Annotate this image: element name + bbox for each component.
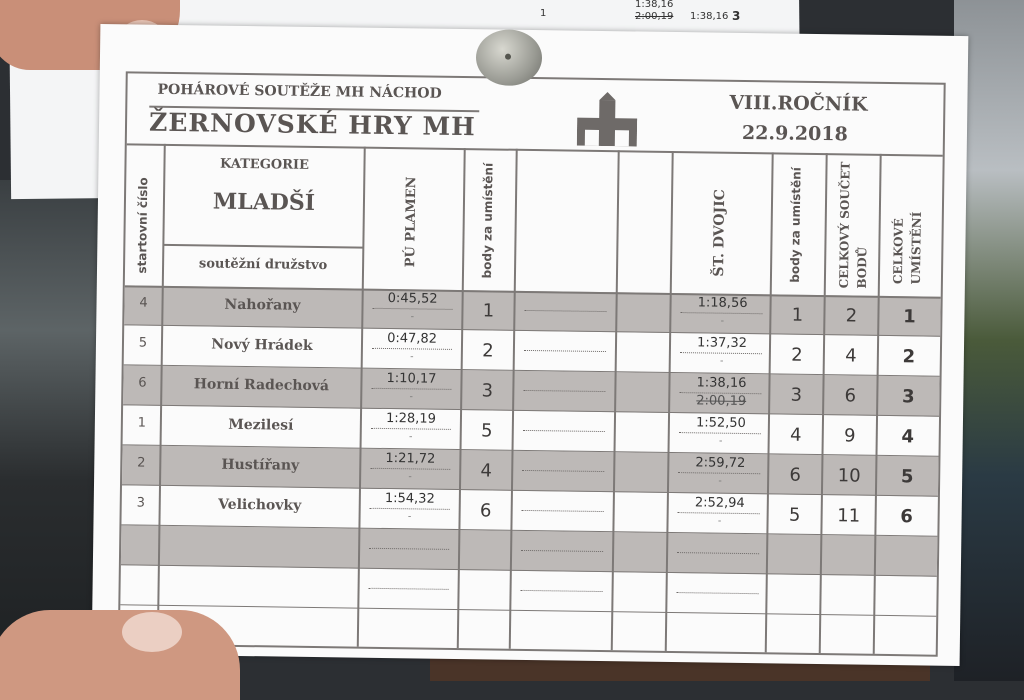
series-title: POHÁROVÉ SOUTĚŽE MH NÁCHOD — [157, 82, 441, 102]
back-sheet-time: 1:38,16 — [635, 0, 673, 10]
team-name: Mezilesí — [161, 416, 361, 435]
empty-entry: - — [367, 311, 457, 323]
entry-line — [524, 350, 606, 352]
fire-attack-points: 3 — [461, 380, 513, 402]
empty-entry: - — [677, 355, 767, 367]
relay-time: 1:52,50 — [676, 415, 766, 431]
points-header-1: body za umístění — [480, 163, 496, 279]
category-label: KATEGORIE — [164, 156, 364, 174]
final-place: 4 — [877, 426, 939, 448]
total-points: 10 — [822, 465, 876, 487]
fire-attack-points: 4 — [460, 460, 512, 482]
row-divider — [120, 604, 936, 616]
entry-line — [372, 348, 452, 350]
total-points-header: CELKOVÝ SOUČET BODŮ — [835, 138, 873, 288]
team-name: Horní Radechová — [161, 376, 361, 395]
entry-line — [521, 590, 603, 592]
fire-attack-time: 1:28,19 — [366, 411, 456, 427]
relay-time: 1:18,56 — [678, 295, 768, 311]
relay-time: 1:37,32 — [677, 335, 767, 351]
entry-line — [370, 508, 450, 510]
back-sheet-order: 1 — [540, 8, 546, 19]
team-name: Velichovky — [160, 496, 360, 515]
category-value: MLADŠÍ — [164, 188, 364, 217]
back-sheet-results — [520, 0, 750, 34]
fire-attack-time: 1:54,32 — [365, 491, 455, 507]
empty-entry: - — [677, 315, 767, 327]
relay-points: 5 — [768, 504, 822, 526]
empty-entry: - — [674, 515, 764, 527]
empty-entry: - — [365, 511, 455, 523]
team-name: Hustířany — [160, 456, 360, 475]
start-number: 1 — [123, 415, 161, 431]
back-sheet-place: 3 — [732, 9, 740, 23]
empty-entry: - — [367, 351, 457, 363]
total-points: 11 — [822, 505, 876, 527]
year-label: VIII.ROČNÍK — [729, 92, 868, 116]
final-place: 5 — [876, 466, 938, 488]
relay-points: 4 — [769, 424, 823, 446]
relay-points: 6 — [768, 464, 822, 486]
fire-attack-time: 1:10,17 — [366, 371, 456, 387]
relay-points: 2 — [770, 344, 824, 366]
entry-line — [678, 512, 760, 514]
start-number-header: startovní číslo — [135, 177, 150, 273]
start-number: 5 — [124, 335, 162, 351]
fire-attack-points: 6 — [460, 500, 512, 522]
total-points: 6 — [823, 385, 877, 407]
relay-time: 2:52,94 — [675, 495, 765, 511]
start-number: 2 — [122, 455, 160, 471]
results-table — [118, 71, 946, 656]
relay-points: 3 — [769, 384, 823, 406]
final-place-header: CELKOVÉ UMÍSTĚNÍ — [889, 164, 927, 284]
fire-attack-points: 1 — [462, 300, 514, 322]
fire-attack-header: PÚ PLAMEN — [403, 176, 419, 267]
fire-attack-time: 0:47,82 — [367, 331, 457, 347]
empty-entry: - — [366, 391, 456, 403]
relay-time-struck: 2:00,19 — [676, 393, 766, 409]
final-place: 6 — [875, 506, 937, 528]
final-place: 2 — [878, 346, 940, 368]
fire-attack-points: 2 — [462, 340, 514, 362]
event-title: ŽERNOVSKÉ HRY MH — [149, 108, 476, 142]
castle-logo — [577, 92, 638, 147]
start-number: 6 — [123, 375, 161, 391]
empty-entry: - — [675, 475, 765, 487]
team-header: soutěžní družstvo — [163, 256, 363, 274]
event-date: 22.9.2018 — [742, 122, 848, 145]
relay-time: 2:59,72 — [675, 455, 765, 471]
fire-attack-time: 1:21,72 — [365, 451, 455, 467]
total-points: 9 — [823, 425, 877, 447]
team-name: Nahořany — [162, 296, 362, 315]
thumbnail-bottom — [122, 612, 182, 652]
category-divider — [163, 244, 363, 249]
total-points: 4 — [824, 345, 878, 367]
entry-line — [523, 430, 605, 432]
start-number: 4 — [124, 295, 162, 311]
relay-header: ŠT. DVOJIC — [711, 189, 728, 277]
final-place: 1 — [878, 306, 940, 328]
start-number: 3 — [122, 495, 160, 511]
pushpin-center — [505, 54, 511, 60]
final-place: 3 — [877, 386, 939, 408]
entry-line — [679, 432, 761, 434]
points-header-2: body za umístění — [788, 167, 804, 283]
relay-points: 1 — [770, 304, 824, 326]
back-sheet-time-struck: 2:00,19 — [635, 11, 673, 22]
fire-attack-time: 0:45,52 — [368, 291, 458, 307]
hand-bottom — [0, 610, 240, 700]
entry-line — [677, 592, 759, 594]
results-sheet — [92, 24, 969, 666]
empty-entry: - — [676, 435, 766, 447]
fire-attack-points: 5 — [461, 420, 513, 442]
empty-entry: - — [366, 431, 456, 443]
back-sheet-time: 1:38,16 — [690, 11, 728, 22]
entry-line — [369, 588, 449, 590]
team-name: Nový Hrádek — [162, 336, 362, 355]
entry-line — [522, 510, 604, 512]
entry-line — [371, 428, 451, 430]
relay-time: 1:38,16 — [676, 375, 766, 391]
total-points: 2 — [824, 305, 878, 327]
sheet-header — [127, 73, 944, 156]
entry-line — [680, 352, 762, 354]
empty-entry: - — [365, 471, 455, 483]
